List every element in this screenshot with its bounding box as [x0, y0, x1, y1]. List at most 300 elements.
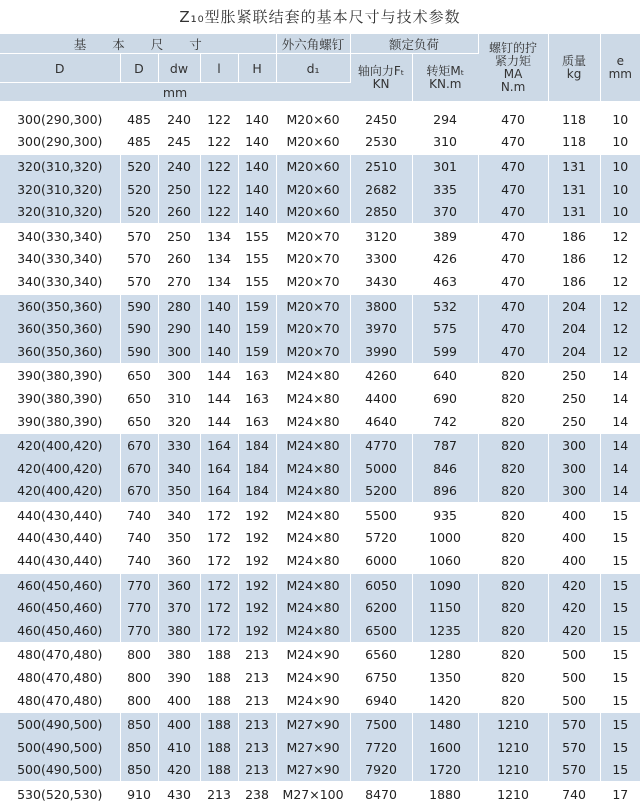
- table-cell: 186: [548, 248, 600, 271]
- table-cell: 184: [238, 480, 276, 504]
- table-cell: 850: [120, 759, 158, 783]
- table-cell: 155: [238, 270, 276, 294]
- table-cell: 250: [158, 178, 200, 201]
- table-cell: 440(430,440): [0, 503, 120, 527]
- table-cell: 2450: [350, 108, 412, 131]
- table-cell: 650: [120, 364, 158, 388]
- table-cell: 260: [158, 248, 200, 271]
- header-col-l: l: [200, 54, 238, 83]
- header-col-D: D: [120, 54, 158, 83]
- table-cell: 192: [238, 619, 276, 643]
- table-cell: M24×80: [276, 619, 350, 643]
- table-cell: 15: [600, 596, 640, 619]
- table-cell: 1280: [412, 643, 478, 667]
- table-cell: 144: [200, 410, 238, 434]
- table-cell: 800: [120, 666, 158, 689]
- table-row: [0, 457, 640, 480]
- table-cell: 590: [120, 294, 158, 318]
- table-cell: M27×100: [276, 782, 350, 806]
- table-cell: 260: [158, 200, 200, 224]
- table-cell: 122: [200, 154, 238, 178]
- table-cell: 10: [600, 131, 640, 155]
- table-cell: M20×60: [276, 108, 350, 131]
- table-cell: 3430: [350, 270, 412, 294]
- table-cell: 238: [238, 782, 276, 806]
- table-cell: 172: [200, 573, 238, 597]
- table-cell: 118: [548, 131, 600, 155]
- table-body: [0, 108, 640, 806]
- table-cell: 400: [158, 689, 200, 713]
- table-cell: 360(350,360): [0, 340, 120, 364]
- table-cell: 12: [600, 248, 640, 271]
- table-cell: 820: [478, 364, 548, 388]
- table-cell: 15: [600, 689, 640, 713]
- table-cell: 6050: [350, 573, 412, 597]
- table-row: [0, 270, 640, 294]
- table-cell: M24×80: [276, 387, 350, 410]
- table-cell: 820: [478, 480, 548, 504]
- table-row: [0, 364, 640, 388]
- table-row: [0, 689, 640, 713]
- table-cell: 188: [200, 643, 238, 667]
- table-cell: 140: [238, 131, 276, 155]
- table-cell: 7720: [350, 736, 412, 759]
- table-cell: 670: [120, 433, 158, 457]
- table-cell: 740: [120, 549, 158, 573]
- table-cell: 530(520,530): [0, 782, 120, 806]
- table-row: [0, 340, 640, 364]
- table-cell: 294: [412, 108, 478, 131]
- table-cell: M24×80: [276, 480, 350, 504]
- table-cell: 770: [120, 596, 158, 619]
- table-cell: 740: [548, 782, 600, 806]
- table-cell: 164: [200, 480, 238, 504]
- table-cell: M24×90: [276, 643, 350, 667]
- table-cell: 245: [158, 131, 200, 155]
- table-cell: M20×70: [276, 317, 350, 340]
- table-cell: 192: [238, 503, 276, 527]
- table-cell: 380: [158, 643, 200, 667]
- spec-table: [0, 34, 640, 806]
- table-cell: 6560: [350, 643, 412, 667]
- table-cell: 390(380,390): [0, 364, 120, 388]
- table-row: [0, 108, 640, 131]
- table-cell: 140: [200, 340, 238, 364]
- table-cell: 820: [478, 666, 548, 689]
- table-cell: 650: [120, 387, 158, 410]
- table-cell: 204: [548, 340, 600, 364]
- header-bolt: 外六角螺钉: [276, 34, 350, 54]
- table-cell: M24×90: [276, 689, 350, 713]
- table-cell: M24×80: [276, 573, 350, 597]
- table-row: [0, 387, 640, 410]
- table-cell: 15: [600, 503, 640, 527]
- table-row: [0, 433, 640, 457]
- table-cell: 4260: [350, 364, 412, 388]
- table-row: [0, 294, 640, 318]
- table-cell: 10: [600, 178, 640, 201]
- table-cell: 390(380,390): [0, 387, 120, 410]
- table-cell: 3300: [350, 248, 412, 271]
- table-cell: 12: [600, 340, 640, 364]
- table-cell: 470: [478, 178, 548, 201]
- table-cell: 400: [548, 503, 600, 527]
- table-cell: 213: [238, 736, 276, 759]
- table-cell: 335: [412, 178, 478, 201]
- table-cell: 140: [238, 200, 276, 224]
- table-cell: M27×90: [276, 712, 350, 736]
- table-cell: 690: [412, 387, 478, 410]
- table-cell: 430: [158, 782, 200, 806]
- table-cell: 420: [548, 619, 600, 643]
- table-cell: 188: [200, 759, 238, 783]
- table-cell: 520: [120, 154, 158, 178]
- table-cell: 575: [412, 317, 478, 340]
- table-cell: 1235: [412, 619, 478, 643]
- table-title: Z₁₀型胀紧联结套的基本尺寸与技术参数: [179, 8, 461, 26]
- header-col-H: H: [238, 54, 276, 83]
- table-cell: 570: [120, 270, 158, 294]
- header-tightening-torque: 螺钉的拧紧力矩 MA N.m: [478, 34, 548, 102]
- header-basic-dimensions: 基本尺寸: [0, 34, 276, 54]
- table-cell: 300: [548, 433, 600, 457]
- table-cell: 159: [238, 340, 276, 364]
- table-cell: 14: [600, 387, 640, 410]
- table-cell: 213: [238, 759, 276, 783]
- table-cell: 188: [200, 712, 238, 736]
- table-row: [0, 712, 640, 736]
- table-cell: M20×70: [276, 294, 350, 318]
- table-cell: 340(330,340): [0, 224, 120, 248]
- table-cell: 480(470,480): [0, 643, 120, 667]
- table-cell: 820: [478, 573, 548, 597]
- table-cell: 213: [238, 712, 276, 736]
- table-cell: 935: [412, 503, 478, 527]
- table-cell: 192: [238, 573, 276, 597]
- table-cell: 192: [238, 527, 276, 550]
- table-cell: 15: [600, 712, 640, 736]
- table-cell: 14: [600, 457, 640, 480]
- table-cell: 14: [600, 410, 640, 434]
- table-cell: 172: [200, 596, 238, 619]
- table-cell: 470: [478, 131, 548, 155]
- table-cell: 204: [548, 294, 600, 318]
- table-row: [0, 200, 640, 224]
- table-cell: 15: [600, 736, 640, 759]
- table-cell: 532: [412, 294, 478, 318]
- table-cell: 2530: [350, 131, 412, 155]
- table-cell: 670: [120, 480, 158, 504]
- table-cell: 570: [548, 736, 600, 759]
- header-col-dw: dw: [158, 54, 200, 83]
- table-cell: 787: [412, 433, 478, 457]
- table-cell: M24×80: [276, 457, 350, 480]
- table-cell: 163: [238, 387, 276, 410]
- table-cell: 1880: [412, 782, 478, 806]
- table-cell: 14: [600, 364, 640, 388]
- table-cell: M20×70: [276, 270, 350, 294]
- table-row: [0, 666, 640, 689]
- table-cell: M24×80: [276, 364, 350, 388]
- table-cell: 520: [120, 200, 158, 224]
- table-cell: 850: [120, 712, 158, 736]
- table-cell: 380: [158, 619, 200, 643]
- table-cell: 350: [158, 527, 200, 550]
- table-cell: 204: [548, 317, 600, 340]
- table-cell: 1600: [412, 736, 478, 759]
- table-cell: 742: [412, 410, 478, 434]
- table-cell: 485: [120, 108, 158, 131]
- table-row: [0, 224, 640, 248]
- table-cell: 1210: [478, 712, 548, 736]
- table-cell: 820: [478, 643, 548, 667]
- table-row: [0, 178, 640, 201]
- table-cell: 463: [412, 270, 478, 294]
- table-cell: 440(430,440): [0, 549, 120, 573]
- table-cell: 390: [158, 666, 200, 689]
- table-cell: 134: [200, 224, 238, 248]
- table-cell: 440(430,440): [0, 527, 120, 550]
- table-cell: 15: [600, 619, 640, 643]
- table-cell: 250: [548, 364, 600, 388]
- table-cell: 172: [200, 549, 238, 573]
- table-cell: 6750: [350, 666, 412, 689]
- table-cell: 155: [238, 224, 276, 248]
- table-cell: 470: [478, 154, 548, 178]
- table-cell: 5200: [350, 480, 412, 504]
- table-cell: 320(310,320): [0, 178, 120, 201]
- table-cell: 340(330,340): [0, 270, 120, 294]
- table-row: [0, 643, 640, 667]
- table-cell: 131: [548, 154, 600, 178]
- table-cell: 134: [200, 270, 238, 294]
- table-cell: 320(310,320): [0, 200, 120, 224]
- table-cell: 290: [158, 317, 200, 340]
- table-cell: 820: [478, 619, 548, 643]
- table-cell: 470: [478, 200, 548, 224]
- table-cell: 10: [600, 200, 640, 224]
- table-cell: 134: [200, 248, 238, 271]
- table-cell: 12: [600, 224, 640, 248]
- table-cell: 420: [548, 596, 600, 619]
- header-col-D-outer: D: [0, 54, 120, 83]
- table-cell: 310: [412, 131, 478, 155]
- table-cell: 590: [120, 340, 158, 364]
- table-cell: 155: [238, 248, 276, 271]
- table-cell: M20×70: [276, 248, 350, 271]
- table-cell: 470: [478, 108, 548, 131]
- table-cell: 300: [158, 340, 200, 364]
- table-cell: 360: [158, 549, 200, 573]
- table-cell: 820: [478, 527, 548, 550]
- header-dims-unit: mm: [0, 83, 350, 102]
- table-cell: 213: [200, 782, 238, 806]
- table-cell: 500(490,500): [0, 712, 120, 736]
- table-cell: M20×60: [276, 178, 350, 201]
- table-cell: 420: [548, 573, 600, 597]
- table-row: [0, 317, 640, 340]
- table-cell: 213: [238, 666, 276, 689]
- table-cell: M27×90: [276, 736, 350, 759]
- table-cell: 500: [548, 689, 600, 713]
- table-cell: 350: [158, 480, 200, 504]
- table-cell: 15: [600, 573, 640, 597]
- table-cell: 320: [158, 410, 200, 434]
- table-cell: 140: [238, 178, 276, 201]
- table-row: [0, 549, 640, 573]
- table-cell: 14: [600, 433, 640, 457]
- table-cell: 122: [200, 131, 238, 155]
- table-cell: 3970: [350, 317, 412, 340]
- table-cell: 7500: [350, 712, 412, 736]
- table-cell: 420(400,420): [0, 457, 120, 480]
- table-cell: 250: [548, 410, 600, 434]
- table-cell: 140: [238, 108, 276, 131]
- table-cell: 250: [158, 224, 200, 248]
- table-cell: M20×70: [276, 224, 350, 248]
- table-cell: 140: [200, 317, 238, 340]
- table-cell: 300: [158, 364, 200, 388]
- table-cell: M20×60: [276, 154, 350, 178]
- table-cell: 420(400,420): [0, 480, 120, 504]
- table-cell: 172: [200, 527, 238, 550]
- table-cell: 470: [478, 340, 548, 364]
- table-cell: M20×60: [276, 200, 350, 224]
- table-cell: 470: [478, 270, 548, 294]
- table-cell: 3800: [350, 294, 412, 318]
- table-cell: 1420: [412, 689, 478, 713]
- header-axial-force: 轴向力Fₜ KN: [350, 54, 412, 102]
- table-cell: M20×70: [276, 340, 350, 364]
- table-cell: 340: [158, 503, 200, 527]
- table-row: [0, 154, 640, 178]
- table-cell: 340: [158, 457, 200, 480]
- table-cell: 820: [478, 410, 548, 434]
- table-cell: 820: [478, 549, 548, 573]
- table-cell: 131: [548, 200, 600, 224]
- table-cell: 896: [412, 480, 478, 504]
- table-cell: 2682: [350, 178, 412, 201]
- table-cell: 240: [158, 154, 200, 178]
- table-cell: 192: [238, 549, 276, 573]
- table-row: [0, 503, 640, 527]
- table-cell: 250: [548, 387, 600, 410]
- table-cell: 770: [120, 619, 158, 643]
- table-cell: 820: [478, 689, 548, 713]
- table-cell: 740: [120, 527, 158, 550]
- table-cell: 186: [548, 224, 600, 248]
- table-cell: 1210: [478, 759, 548, 783]
- table-cell: 485: [120, 131, 158, 155]
- table-cell: 184: [238, 433, 276, 457]
- table-cell: 6000: [350, 549, 412, 573]
- table-cell: 520: [120, 178, 158, 201]
- table-cell: 300(290,300): [0, 108, 120, 131]
- table-cell: 12: [600, 270, 640, 294]
- table-cell: 800: [120, 689, 158, 713]
- table-cell: 820: [478, 503, 548, 527]
- table-cell: 820: [478, 457, 548, 480]
- table-cell: 172: [200, 619, 238, 643]
- table-cell: 500: [548, 643, 600, 667]
- table-cell: 820: [478, 596, 548, 619]
- table-row: [0, 527, 640, 550]
- table-cell: 186: [548, 270, 600, 294]
- table-cell: 4400: [350, 387, 412, 410]
- table-cell: 184: [238, 457, 276, 480]
- table-row: [0, 410, 640, 434]
- table-cell: 5500: [350, 503, 412, 527]
- table-cell: M20×60: [276, 131, 350, 155]
- table-cell: 360: [158, 573, 200, 597]
- table-row: [0, 782, 640, 806]
- header-torque: 转矩Mₜ KN.m: [412, 54, 478, 102]
- table-cell: 6500: [350, 619, 412, 643]
- table-cell: 122: [200, 200, 238, 224]
- table-cell: 389: [412, 224, 478, 248]
- table-cell: 8470: [350, 782, 412, 806]
- table-cell: 301: [412, 154, 478, 178]
- table-cell: 480(470,480): [0, 689, 120, 713]
- table-cell: 5720: [350, 527, 412, 550]
- table-cell: 420(400,420): [0, 433, 120, 457]
- table-cell: M24×90: [276, 666, 350, 689]
- table-cell: 500(490,500): [0, 759, 120, 783]
- table-cell: 370: [412, 200, 478, 224]
- table-cell: 240: [158, 108, 200, 131]
- table-cell: 410: [158, 736, 200, 759]
- table-cell: 14: [600, 480, 640, 504]
- table-cell: 188: [200, 666, 238, 689]
- table-cell: M27×90: [276, 759, 350, 783]
- table-cell: 2510: [350, 154, 412, 178]
- table-cell: 460(450,460): [0, 619, 120, 643]
- table-cell: 192: [238, 596, 276, 619]
- table-cell: 650: [120, 410, 158, 434]
- table-row: [0, 736, 640, 759]
- table-cell: 164: [200, 433, 238, 457]
- table-cell: 390(380,390): [0, 410, 120, 434]
- table-cell: 670: [120, 457, 158, 480]
- table-cell: 4770: [350, 433, 412, 457]
- table-row: [0, 573, 640, 597]
- table-cell: 15: [600, 527, 640, 550]
- table-cell: 470: [478, 224, 548, 248]
- table-cell: 1350: [412, 666, 478, 689]
- table-cell: 159: [238, 294, 276, 318]
- table-cell: 640: [412, 364, 478, 388]
- table-cell: 213: [238, 689, 276, 713]
- table-cell: 12: [600, 317, 640, 340]
- table-row: [0, 596, 640, 619]
- table-cell: 118: [548, 108, 600, 131]
- table-cell: 164: [200, 457, 238, 480]
- table-cell: 280: [158, 294, 200, 318]
- table-cell: 10: [600, 108, 640, 131]
- table-cell: M24×80: [276, 410, 350, 434]
- table-cell: 470: [478, 317, 548, 340]
- table-cell: 500(490,500): [0, 736, 120, 759]
- table-cell: 131: [548, 178, 600, 201]
- table-cell: 570: [548, 712, 600, 736]
- table-cell: 144: [200, 387, 238, 410]
- table-cell: 213: [238, 643, 276, 667]
- table-cell: 5000: [350, 457, 412, 480]
- table-cell: 1480: [412, 712, 478, 736]
- table-cell: 460(450,460): [0, 573, 120, 597]
- table-cell: 15: [600, 666, 640, 689]
- table-cell: 12: [600, 294, 640, 318]
